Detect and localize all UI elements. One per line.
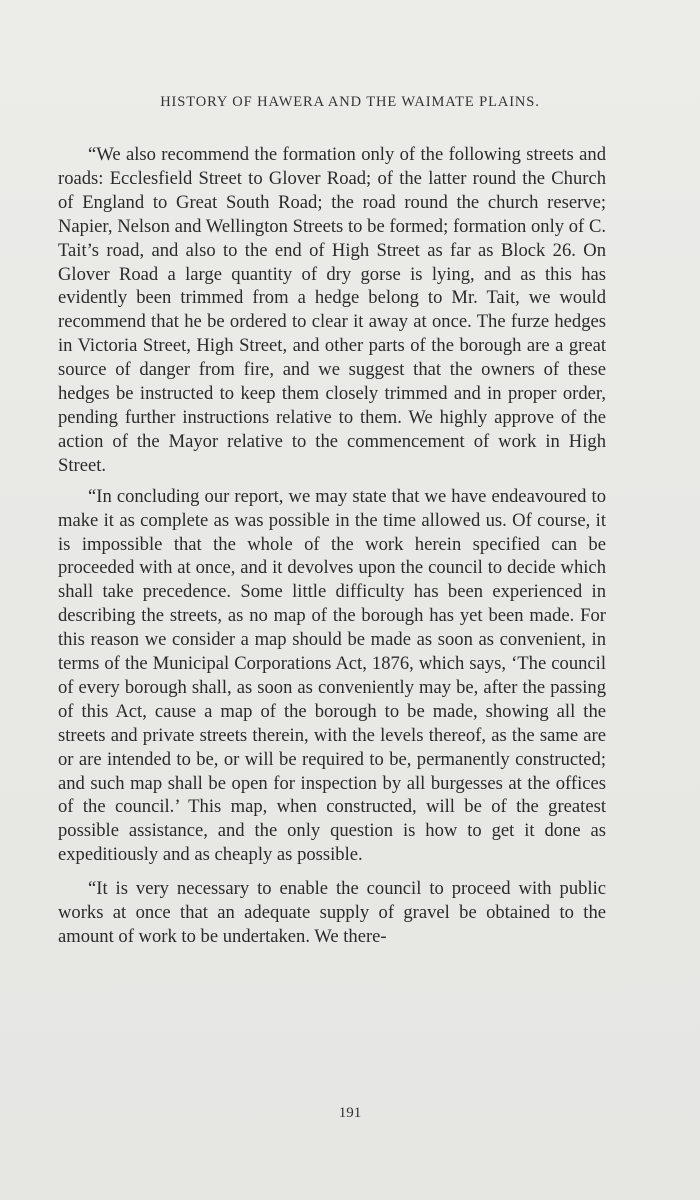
body-text bbox=[58, 143, 606, 949]
paragraph-gravel-supply: “It is very necessary to enable the council to proceed with public works at once that an adequate supply of gravel be obtained to the amount of work to be undertaken. We there- bbox=[58, 878, 606, 947]
paragraph-recommendations: “We also recommend the formation only of the following streets and roads: Ecclesfield Street to Glover Road; of the latter round the Church of England to Great South Road; the road round the church reserve; Napier, Nelson and Wellington Streets to be formed; formation only of C. Tait’s road, and also to the end of High Street as far as Block 26. On Glover Road a large quantity of dry gorse is lying, and as this has evidently been trimmed from a hedge belong to Mr. Tait, we would recommend that he be ordered to clear it away at once. The furze hedges in Victoria Street, High Street, and other parts of the borough are a great source of danger from fire, and we suggest that the owners of these hedges be instructed to keep them closely trimmed and in proper order, pending further instructions relative to them. We highly approve of the action of the Mayor relative to the commencement of work in High Street. bbox=[58, 144, 606, 476]
running-head: HISTORY OF HAWERA AND THE WAIMATE PLAINS. bbox=[160, 94, 540, 110]
paragraph-conclusion: “In concluding our report, we may state that we have endeavoured to make it as complete as was possible in the time allowed us. Of course, it is impossible that the whole of the work herein specified can be proceeded with at once, and it devolves upon the council to decide which shall take precedence. Some little difficulty has been experienced in describing the streets, as no map of the borough has yet been made. For this reason we consider a map should be made as soon as convenient, in terms of the Municipal Corporations Act, 1876, which says, ‘The council of every borough shall, as soon as conveniently may be, after the passing of this Act, cause a map of the borough to be made, showing all the streets and private streets therein, with the levels thereof, as the same are or are intended to be, or will be required to be, permanently constructed; and such map shall be open for inspection by all burgesses at the offices of the council.’ This map, when constructed, will be of the greatest possible assistance, and the only question is how to get it done as expeditiously and as cheaply as possible. bbox=[58, 485, 606, 866]
page-number: 191 bbox=[338, 1105, 362, 1121]
